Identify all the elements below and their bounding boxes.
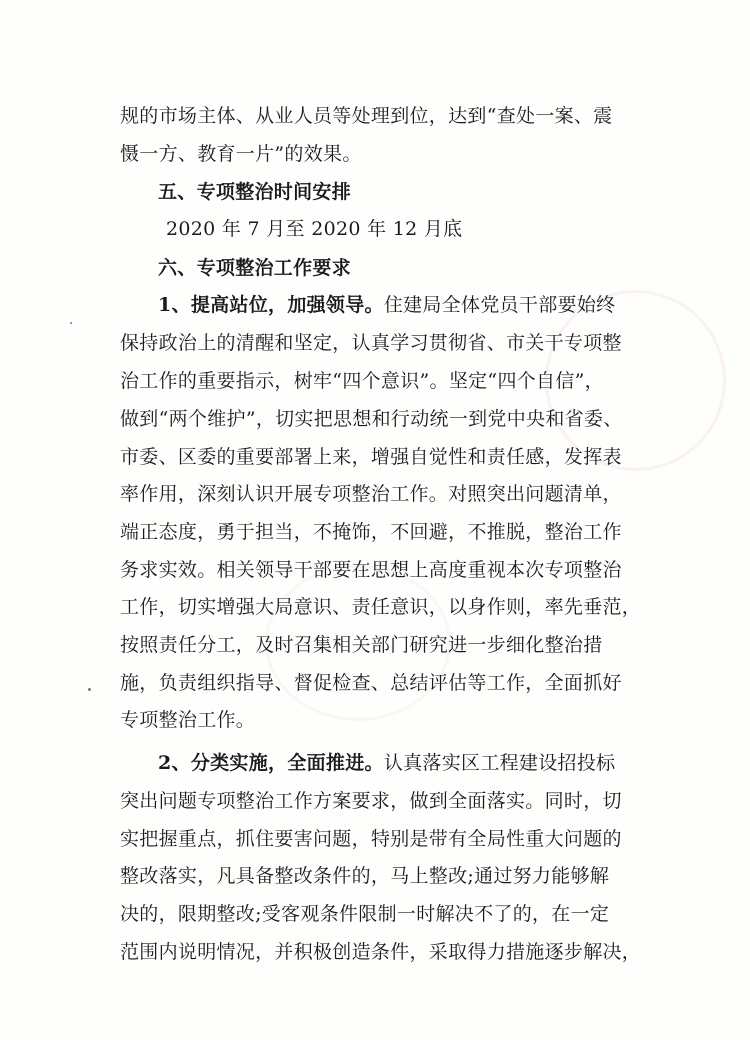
text-line: 整改落实，凡具备整改条件的，马上整改;通过努力能够解 bbox=[120, 865, 610, 887]
text-line: 施，负责组织指导、督促检查、总结评估等工作，全面抓好 bbox=[120, 672, 622, 694]
text-line: 工作，切实增强大局意识、责任意识，以身作则，率先垂范， bbox=[120, 596, 642, 618]
scan-speck bbox=[70, 322, 72, 324]
text-line: 市委、区委的重要部署上来，增强自觉性和责任感，发挥表 bbox=[120, 446, 622, 468]
paragraph-2-lead: 2、分类实施，全面推进。 bbox=[158, 752, 384, 774]
text-line: 规的市场主体、从业人员等处理到位，达到“查处一案、震 bbox=[120, 105, 613, 127]
section-heading-requirements: 六、专项整治工作要求 bbox=[158, 257, 352, 279]
text-line: 按照责任分工，及时召集相关部门研究进一步细化整治措 bbox=[120, 634, 603, 656]
text-line: 实把握重点，抓住要害问题，特别是带有全局性重大问题的 bbox=[120, 828, 622, 850]
schedule-dates: 2020 年 7 月至 2020 年 12 月底 bbox=[166, 218, 463, 240]
text-line: 突出问题专项整治工作方案要求，做到全面落实。同时，切 bbox=[120, 790, 622, 812]
text-line: 端正态度，勇于担当，不掩饰，不回避，不推脱，整治工作 bbox=[120, 521, 622, 543]
text-line: 率作用，深刻认识开展专项整治工作。对照突出问题清单， bbox=[120, 483, 622, 505]
paragraph-1-start: 1、提高站位，加强领导。住建局全体党员干部要始终 bbox=[158, 294, 616, 316]
text-line: 慑一方、教育一片”的效果。 bbox=[120, 143, 362, 165]
text-line: 务求实效。相关领导干部要在思想上高度重视本次专项整治 bbox=[120, 559, 622, 581]
paragraph-1-lead: 1、提高站位，加强领导。 bbox=[158, 294, 384, 316]
text-line: 专项整治工作。 bbox=[120, 709, 256, 731]
scan-speck bbox=[88, 688, 91, 691]
section-heading-schedule: 五、专项整治时间安排 bbox=[158, 181, 352, 203]
text-line: 做到“两个维护”，切实把思想和行动统一到党中央和省委、 bbox=[120, 408, 623, 430]
text-line: 决的，限期整改;受客观条件限制一时解决不了的，在一定 bbox=[120, 903, 610, 925]
text-line: 保持政治上的清醒和坚定，认真学习贯彻省、市关干专项整 bbox=[120, 332, 622, 354]
text-line: 范围内说明情况，并积极创造条件，采取得力措施逐步解决， bbox=[120, 941, 642, 963]
text-line: 治工作的重要指示，树牢“四个意识”。坚定“四个自信”， bbox=[120, 370, 604, 392]
paragraph-2-start: 2、分类实施，全面推进。认真落实区工程建设招投标 bbox=[158, 752, 616, 774]
